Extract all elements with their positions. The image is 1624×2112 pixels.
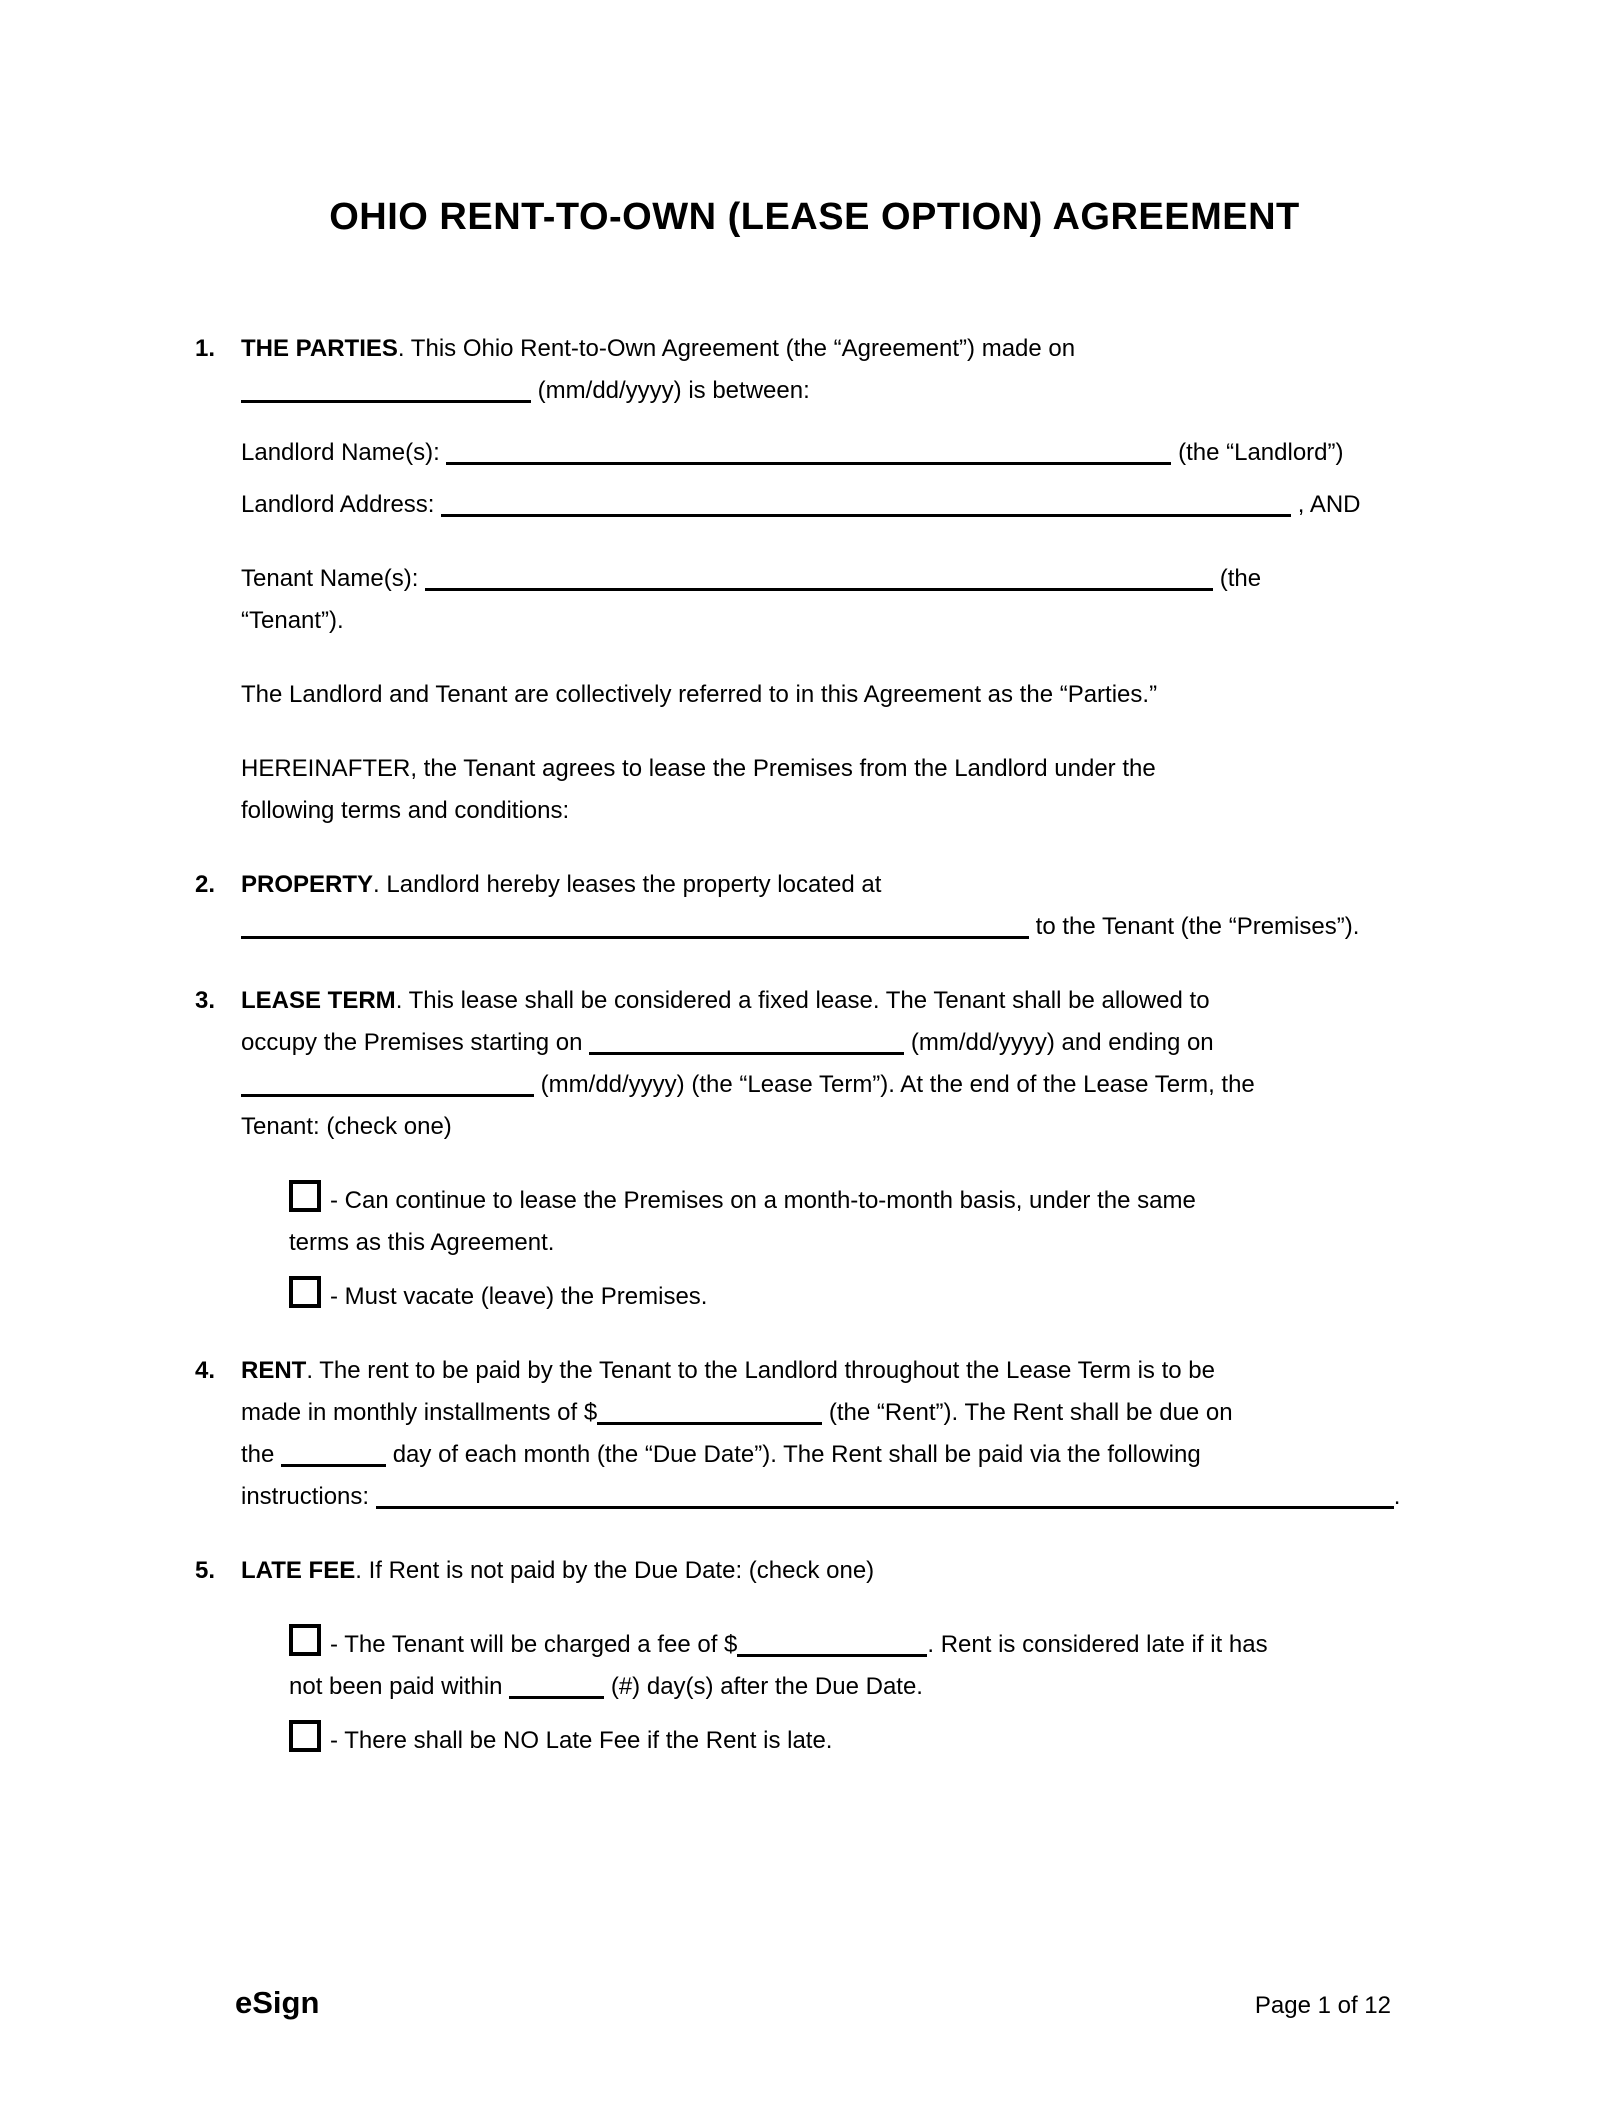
section-late-fee	[195, 1550, 1434, 1762]
blank-payment-instructions[interactable]	[376, 1480, 1394, 1509]
text-line: Tenant: (check one)	[241, 1113, 452, 1140]
text-run: - The Tenant will be charged a fee of $	[330, 1631, 738, 1658]
text-run: (the “Rent”). The Rent shall be due on	[822, 1399, 1233, 1426]
text-line	[289, 1720, 1434, 1762]
section-heading: LEASE TERM	[241, 987, 396, 1014]
text-run: to the Tenant (the “Premises”).	[1029, 913, 1360, 940]
text-line	[289, 1666, 1434, 1708]
text-run: (the “Landlord”)	[1171, 439, 1344, 466]
blank-rent-amount[interactable]	[597, 1396, 822, 1425]
text-run: (mm/dd/yyyy) (the “Lease Term”). At the end of the Lease Term, the	[534, 1071, 1255, 1098]
text-line: “Tenant”).	[241, 607, 344, 634]
blank-lease-end-date[interactable]	[241, 1068, 534, 1097]
option-continue-month-to-month	[289, 1180, 1434, 1264]
landlord-address-label: Landlord Address:	[241, 491, 442, 518]
text-line: following terms and conditions:	[241, 797, 570, 824]
page-number: Page 1 of 12	[1254, 1992, 1391, 2019]
blank-property-address[interactable]	[241, 910, 1029, 939]
section-heading: RENT	[241, 1357, 307, 1384]
blank-agreement-date[interactable]	[241, 374, 531, 403]
text-line	[241, 370, 1434, 412]
section-rent	[195, 1350, 1434, 1518]
text-line	[289, 1276, 1434, 1318]
tenant-name-label: Tenant Name(s):	[241, 565, 426, 592]
checkbox-late-fee-charged-icon[interactable]	[289, 1624, 321, 1656]
blank-rent-due-day[interactable]	[281, 1438, 386, 1467]
blank-late-fee-amount[interactable]	[737, 1628, 927, 1657]
option-late-fee-charged	[289, 1624, 1434, 1708]
checkbox-must-vacate-icon[interactable]	[289, 1276, 321, 1308]
section-number: 3.	[195, 987, 216, 1014]
blank-lease-start-date[interactable]	[589, 1026, 904, 1055]
text-run: . The rent to be paid by the Tenant to the Landlord throughout the Lease Term is to be	[306, 1357, 1215, 1384]
text-line: terms as this Agreement.	[289, 1229, 555, 1256]
text-run: made in monthly installments of $	[241, 1399, 598, 1426]
text-run: day of each month (the “Due Date”). The Rent shall be paid via the following	[386, 1441, 1201, 1468]
text-run: , AND	[1291, 491, 1361, 518]
text-line	[241, 1550, 1434, 1592]
document-title: OHIO RENT-TO-OWN (LEASE OPTION) AGREEMENT	[329, 196, 1300, 238]
text-line	[241, 1022, 1434, 1064]
text-run: . This lease shall be considered a fixed lease. The Tenant shall be allowed to	[395, 987, 1210, 1014]
text-line	[241, 1350, 1434, 1392]
text-line	[241, 484, 1434, 526]
text-line	[289, 1624, 1434, 1666]
section-the-parties	[195, 328, 1434, 832]
blank-landlord-name[interactable]	[446, 436, 1171, 465]
checkbox-no-late-fee-icon[interactable]	[289, 1720, 321, 1752]
text-run: (#) day(s) after the Due Date.	[604, 1673, 923, 1700]
section-heading: PROPERTY	[241, 871, 374, 898]
text-line	[241, 1064, 1434, 1106]
section-property	[195, 864, 1434, 948]
text-line	[241, 328, 1434, 370]
option-no-late-fee	[289, 1720, 1434, 1762]
blank-tenant-name[interactable]	[425, 562, 1213, 591]
text-run: (mm/dd/yyyy) and ending on	[904, 1029, 1214, 1056]
text-run: the	[241, 1441, 282, 1468]
text-run: - Can continue to lease the Premises on a month-to-month basis, under the same	[330, 1187, 1196, 1214]
text-line	[241, 1392, 1434, 1434]
text-line	[241, 906, 1434, 948]
section-number: 5.	[195, 1557, 216, 1584]
text-run: . Landlord hereby leases the property located at	[373, 871, 882, 898]
section-heading: LATE FEE	[241, 1557, 356, 1584]
text-line	[241, 558, 1434, 600]
esign-logo: eSign	[235, 1985, 320, 2020]
page-footer	[235, 1985, 1391, 2021]
text-run: . Rent is considered late if it has	[927, 1631, 1268, 1658]
text-run: instructions:	[241, 1483, 376, 1510]
text-line	[241, 864, 1434, 906]
section-heading: THE PARTIES	[241, 335, 398, 362]
text-run: (mm/dd/yyyy) is between:	[531, 377, 810, 404]
landlord-name-label: Landlord Name(s):	[241, 439, 447, 466]
text-line	[241, 1476, 1434, 1518]
section-number: 4.	[195, 1357, 216, 1384]
section-number: 1.	[195, 335, 216, 362]
text-run: - There shall be NO Late Fee if the Rent is late.	[330, 1727, 833, 1754]
blank-landlord-address[interactable]	[441, 488, 1291, 517]
text-run: . This Ohio Rent-to-Own Agreement (the “Agreement”) made on	[397, 335, 1076, 362]
text-run: . If Rent is not paid by the Due Date: (check one)	[355, 1557, 875, 1584]
option-must-vacate	[289, 1276, 1434, 1318]
blank-late-fee-days[interactable]	[509, 1670, 604, 1699]
text-run: not been paid within	[289, 1673, 510, 1700]
text-run: - Must vacate (leave) the Premises.	[330, 1283, 708, 1310]
text-run: occupy the Premises starting on	[241, 1029, 590, 1056]
text-run: .	[1393, 1483, 1401, 1510]
parties-statement: The Landlord and Tenant are collectively referred to in this Agreement as the “Parties.”	[241, 681, 1158, 708]
text-line	[289, 1180, 1434, 1222]
text-line	[241, 1434, 1434, 1476]
checkbox-continue-month-to-month-icon[interactable]	[289, 1180, 321, 1212]
section-lease-term	[195, 980, 1434, 1318]
text-line	[241, 432, 1434, 474]
text-run: (the	[1213, 565, 1262, 592]
text-line: HEREINAFTER, the Tenant agrees to lease the Premises from the Landlord under the	[241, 755, 1156, 782]
text-line	[241, 980, 1434, 1022]
section-number: 2.	[195, 871, 216, 898]
